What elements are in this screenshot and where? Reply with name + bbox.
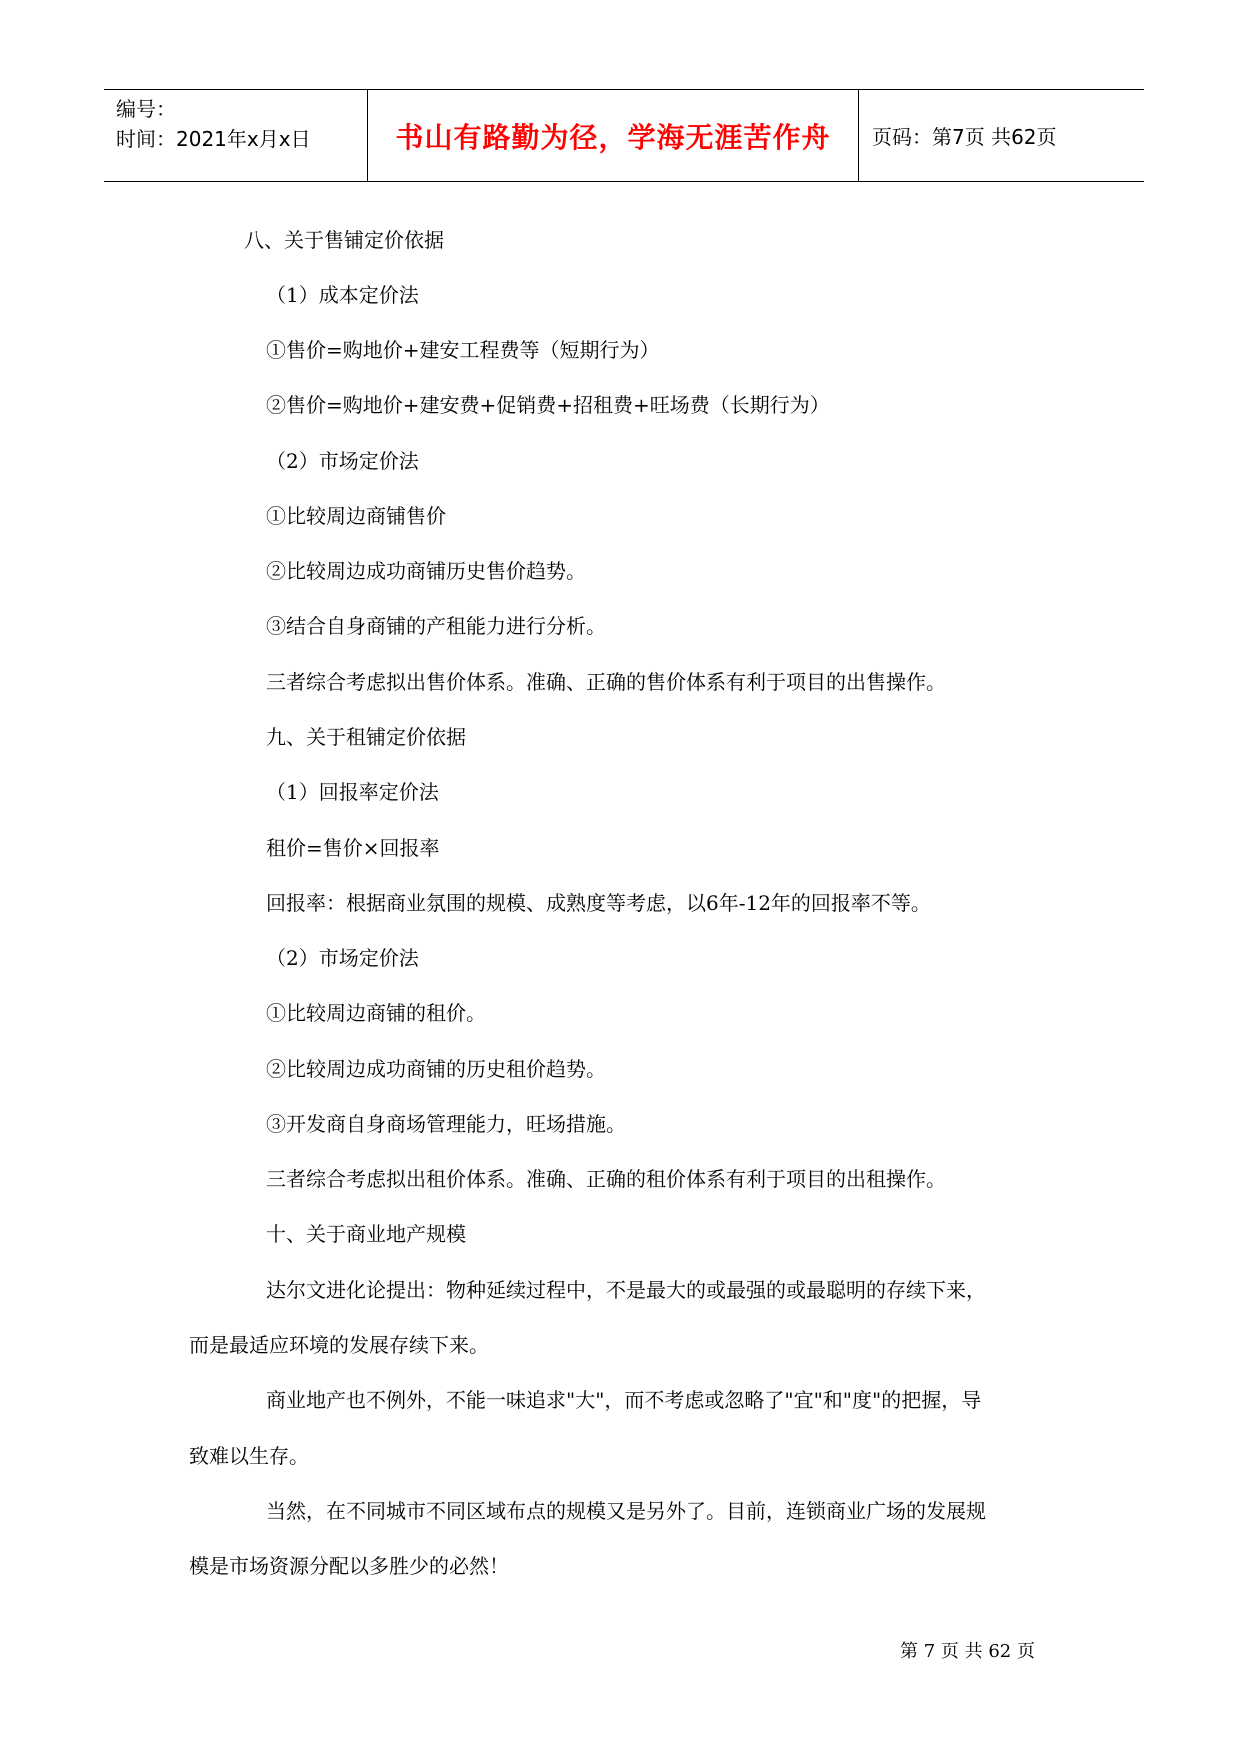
body-line: 三者综合考虑拟出售价体系。准确、正确的售价体系有利于项目的出售操作。 <box>266 670 946 694</box>
body-line: ③开发商自身商场管理能力，旺场措施。 <box>266 1112 626 1136</box>
body-line: 模是市场资源分配以多胜少的必然！ <box>189 1554 509 1578</box>
body-line: ①售价=购地价+建安工程费等（短期行为） <box>266 338 660 362</box>
body-line: ①比较周边商铺售价 <box>266 504 446 528</box>
body-line: （2）市场定价法 <box>266 449 419 473</box>
body-line: 当然，在不同城市不同区域布点的规模又是另外了。目前，连锁商业广场的发展规 <box>266 1499 986 1523</box>
section-heading-10: 十、关于商业地产规模 <box>266 1222 466 1246</box>
section-heading-8: 八、关于售铺定价依据 <box>244 228 444 252</box>
document-time-label: 时间：2021年x月x日 <box>116 127 311 151</box>
body-line: （2）市场定价法 <box>266 946 419 970</box>
body-line: 致难以生存。 <box>189 1444 309 1468</box>
document-number-label: 编号： <box>116 97 176 121</box>
body-line: 回报率：根据商业氛围的规模、成熟度等考虑，以6年-12年的回报率不等。 <box>266 891 931 915</box>
body-line: 商业地产也不例外，不能一味追求"大"，而不考虑或忽略了"宜"和"度"的把握，导 <box>266 1388 982 1412</box>
body-line: ①比较周边商铺的租价。 <box>266 1001 486 1025</box>
body-line: ②比较周边成功商铺历史售价趋势。 <box>266 559 586 583</box>
body-line: 而是最适应环境的发展存续下来。 <box>189 1333 489 1357</box>
header-motto: 书山有路勤为径，学海无涯苦作舟 <box>395 120 831 154</box>
body-line: ③结合自身商铺的产租能力进行分析。 <box>266 614 606 638</box>
page-footer: 第 7 页 共 62 页 <box>900 1641 1035 1662</box>
header-divider-right <box>858 90 859 181</box>
body-line: （1）成本定价法 <box>266 283 419 307</box>
body-line: ②比较周边成功商铺的历史租价趋势。 <box>266 1057 606 1081</box>
body-line: 三者综合考虑拟出租价体系。准确、正确的租价体系有利于项目的出租操作。 <box>266 1167 946 1191</box>
body-line: ②售价=购地价+建安费+促销费+招租费+旺场费（长期行为） <box>266 393 830 417</box>
body-line: （1）回报率定价法 <box>266 780 439 804</box>
header-page-code: 页码：第7页 共62页 <box>872 125 1057 149</box>
body-line: 达尔文进化论提出：物种延续过程中，不是最大的或最强的或最聪明的存续下来， <box>266 1278 986 1302</box>
section-heading-9: 九、关于租铺定价依据 <box>266 725 466 749</box>
header-meta <box>116 94 311 154</box>
page-header <box>104 89 1144 182</box>
body-line: 租价=售价×回报率 <box>266 836 440 860</box>
